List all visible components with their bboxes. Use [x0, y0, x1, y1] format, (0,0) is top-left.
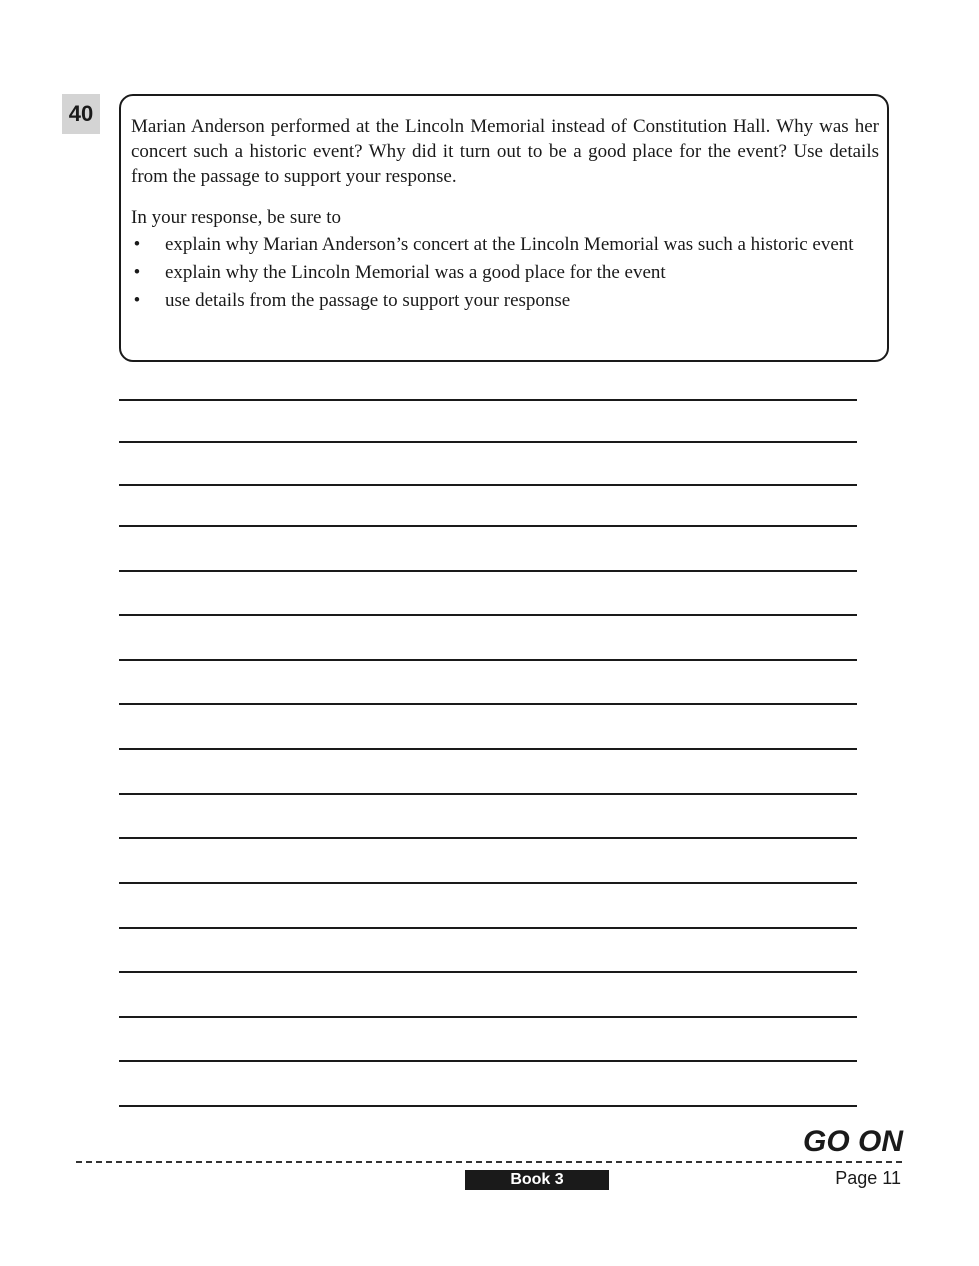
response-instructions-intro: In your response, be sure to: [131, 207, 342, 228]
answer-line[interactable]: [119, 484, 857, 486]
answer-line[interactable]: [119, 971, 857, 973]
answer-line[interactable]: [119, 570, 857, 572]
answer-line[interactable]: [119, 748, 857, 750]
answer-line[interactable]: [119, 441, 857, 443]
question-prompt: Marian Anderson performed at the Lincoln Memorial instead of Constitution Hall. Why was her concert such a historic event? Why did it turn out to be a good place for the event? Use details from the passage to support your response.: [131, 116, 879, 187]
answer-line[interactable]: [119, 399, 857, 401]
answer-line[interactable]: [119, 1060, 857, 1062]
answer-line[interactable]: [119, 882, 857, 884]
instruction-text: explain why Marian Anderson’s concert at the Lincoln Memorial was such a historic event: [165, 234, 854, 255]
book-label: Book 3: [465, 1170, 609, 1190]
answer-line[interactable]: [119, 927, 857, 929]
instruction-text: explain why the Lincoln Memorial was a good place for the event: [165, 262, 666, 283]
answer-line[interactable]: [119, 793, 857, 795]
bullet-icon: •: [133, 262, 141, 283]
bullet-icon: •: [133, 290, 141, 311]
answer-area[interactable]: [119, 0, 857, 1266]
answer-line[interactable]: [119, 525, 857, 527]
answer-line[interactable]: [119, 1105, 857, 1107]
answer-line[interactable]: [119, 614, 857, 616]
answer-line[interactable]: [119, 837, 857, 839]
answer-line[interactable]: [119, 703, 857, 705]
page-number: Page 11: [835, 1168, 901, 1188]
answer-line[interactable]: [119, 659, 857, 661]
go-on-label: GO ON: [802, 1125, 903, 1158]
bullet-icon: •: [133, 234, 141, 255]
instruction-text: use details from the passage to support your response: [165, 290, 571, 311]
answer-line[interactable]: [119, 1016, 857, 1018]
footer-dashed-divider: [76, 1161, 902, 1163]
question-number: 40: [62, 94, 100, 134]
